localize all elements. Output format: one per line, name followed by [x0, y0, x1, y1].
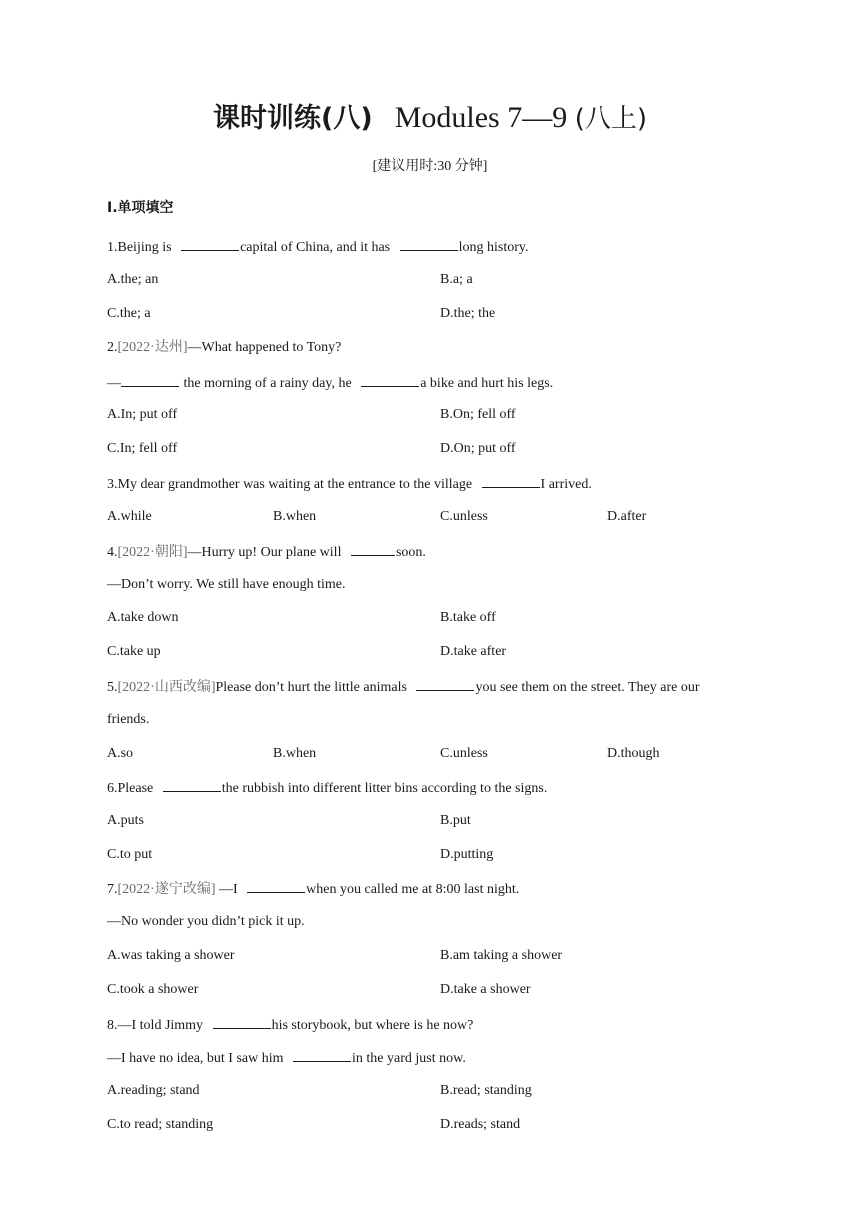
question-text: the rubbish into different litter bins according to the signs. — [221, 781, 548, 796]
option-d: D.On; put off — [440, 441, 516, 456]
option-c: C.took a shower — [107, 982, 199, 997]
option-b: B.take off — [440, 610, 496, 625]
option-d: D.take after — [440, 644, 507, 659]
option-a: A.the; an — [107, 272, 159, 287]
option-d: D.take a shower — [440, 982, 531, 997]
option-a: A.was taking a shower — [107, 948, 235, 963]
question-text: 6.Please — [107, 781, 157, 796]
question-number: 4. — [107, 545, 118, 560]
question-text: Please don’t hurt the little animals — [215, 680, 411, 695]
answer-blank — [121, 372, 179, 387]
question-text: 8.—I told Jimmy — [107, 1018, 207, 1033]
title-chinese: 课时训练(八) — [213, 103, 373, 134]
question-text: you see them on the street. They are our — [475, 680, 700, 695]
option-c: C.take up — [107, 644, 161, 659]
question-source: [2022·山西改编] — [117, 680, 216, 695]
section-heading: Ⅰ.单项填空 — [107, 200, 174, 216]
question-1 — [107, 236, 529, 258]
question-2 — [107, 338, 341, 358]
question-number: 7. — [107, 882, 118, 897]
question-source: [2022·遂宁改编] — [117, 882, 216, 897]
option-b: B.am taking a shower — [440, 948, 563, 963]
option-d: D.reads; stand — [440, 1117, 521, 1132]
title-grade: (八上) — [574, 104, 647, 134]
question-text: —Hurry up! Our plane will — [187, 545, 345, 560]
option-a: A.while — [107, 509, 152, 524]
question-8 — [107, 1014, 473, 1036]
option-b: B.when — [273, 509, 317, 524]
question-6 — [107, 777, 547, 799]
question-text: 3.My dear grandmother was waiting at the entrance to the village — [107, 477, 476, 492]
question-text: —What happened to Tony? — [187, 340, 342, 355]
question-7-line-2: —No wonder you didn’t pick it up. — [107, 914, 305, 929]
question-2-line-2 — [107, 372, 553, 394]
option-d: D.putting — [440, 847, 494, 862]
question-5-line-2: friends. — [107, 712, 150, 727]
question-8-line-2 — [107, 1047, 466, 1069]
option-a: A.puts — [107, 813, 144, 828]
option-a: A.In; put off — [107, 407, 178, 422]
suggested-time: [建议用时:30 分钟] — [372, 159, 488, 174]
question-text: I arrived. — [540, 477, 592, 492]
option-a: A.take down — [107, 610, 179, 625]
question-4 — [107, 541, 426, 563]
answer-blank — [181, 236, 239, 251]
option-a: A.reading; stand — [107, 1083, 200, 1098]
question-7 — [107, 878, 519, 900]
question-text: —I have no idea, but I saw him — [107, 1051, 288, 1066]
answer-blank — [213, 1014, 271, 1029]
question-text: long history. — [458, 240, 529, 255]
option-a: A.so — [107, 746, 134, 761]
option-c: C.to put — [107, 847, 153, 862]
answer-blank — [482, 473, 540, 488]
option-c: C.unless — [440, 746, 488, 761]
answer-blank — [361, 372, 419, 387]
question-text: a bike and hurt his legs. — [420, 376, 554, 391]
question-number: 2. — [107, 340, 118, 355]
answer-blank — [163, 777, 221, 792]
option-c: C.to read; standing — [107, 1117, 214, 1132]
option-c: C.the; a — [107, 306, 151, 321]
option-d: D.the; the — [440, 306, 496, 321]
question-4-line-2: —Don’t worry. We still have enough time. — [107, 577, 346, 592]
option-b: B.On; fell off — [440, 407, 516, 422]
option-d: D.after — [607, 509, 647, 524]
question-text: when you called me at 8:00 last night. — [306, 882, 520, 897]
question-text: the morning of a rainy day, he — [180, 376, 356, 391]
option-c: C.In; fell off — [107, 441, 178, 456]
answer-blank — [247, 878, 305, 893]
question-text: in the yard just now. — [352, 1051, 466, 1066]
question-number: 5. — [107, 680, 118, 695]
option-b: B.when — [273, 746, 317, 761]
option-b: B.a; a — [440, 272, 473, 287]
answer-blank — [416, 676, 474, 691]
question-text: —I — [215, 882, 242, 897]
question-text: — — [107, 376, 121, 391]
option-d: D.though — [607, 746, 660, 761]
answer-blank — [400, 236, 458, 251]
question-source: [2022·朝阳] — [117, 545, 188, 560]
answer-blank — [293, 1047, 351, 1062]
title-modules: Modules 7—9 — [394, 101, 568, 134]
question-5 — [107, 676, 700, 698]
option-c: C.unless — [440, 509, 488, 524]
question-3 — [107, 473, 592, 495]
question-text: his storybook, but where is he now? — [271, 1018, 474, 1033]
question-text: soon. — [395, 545, 426, 560]
option-b: B.put — [440, 813, 471, 828]
question-source: [2022·达州] — [117, 340, 188, 355]
question-text: 1.Beijing is — [107, 240, 176, 255]
question-text: capital of China, and it has — [240, 240, 394, 255]
answer-blank — [351, 541, 395, 556]
option-b: B.read; standing — [440, 1083, 532, 1098]
page-title — [0, 96, 860, 141]
